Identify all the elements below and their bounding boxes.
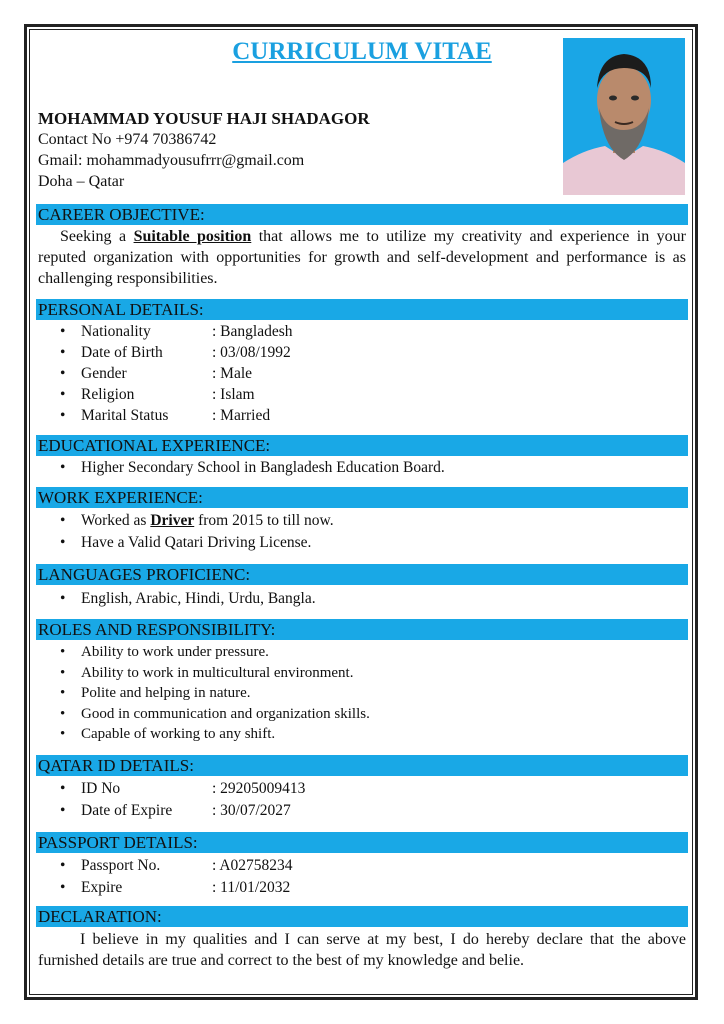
section-qatar-id: QATAR ID DETAILS: <box>36 755 688 776</box>
career-emphasis: Suitable position <box>133 228 252 245</box>
personal-details-list <box>38 321 293 426</box>
list-item: • Ability to work under pressure. <box>38 642 370 663</box>
job-title: Driver <box>150 512 195 529</box>
roles-list <box>38 642 370 745</box>
email-address: Gmail: mohammadyousufrrr@gmail.com <box>38 152 305 169</box>
section-roles: ROLES AND RESPONSIBILITY: <box>36 619 688 640</box>
contact-number: Contact No +974 70386742 <box>38 131 217 148</box>
list-item: • Nationality : Bangladesh <box>38 321 293 342</box>
list-item: • English, Arabic, Hindi, Urdu, Bangla. <box>38 588 316 609</box>
list-item: • Marital Status : Married <box>38 405 293 426</box>
work-experience-list <box>38 510 334 554</box>
list-item: • Good in communication and organization skills. <box>38 704 370 725</box>
section-personal-details: PERSONAL DETAILS: <box>36 299 688 320</box>
career-objective-text: Seeking a Suitable position that allows me to utilize my creativity and experience in your reputed organization with opportunities for growth and self-development and performance is as challenging responsibilities. <box>38 228 686 287</box>
document-title: CURRICULUM VITAE <box>232 38 492 65</box>
passport-list <box>38 855 293 899</box>
applicant-name: MOHAMMAD YOUSUF HAJI SHADAGOR <box>38 109 370 128</box>
section-career-objective: CAREER OBJECTIVE: <box>36 204 688 225</box>
list-item: • Worked as Driver from 2015 to till now. <box>38 510 334 532</box>
list-item: • Date of Birth : 03/08/1992 <box>38 342 293 363</box>
education-list <box>38 457 445 478</box>
list-item: • Religion : Islam <box>38 384 293 405</box>
profile-photo <box>563 38 685 195</box>
section-declaration: DECLARATION: <box>36 906 688 927</box>
location: Doha – Qatar <box>38 173 125 190</box>
section-education: EDUCATIONAL EXPERIENCE: <box>36 435 688 456</box>
declaration-text: I believe in my qualities and I can serve at my best, I do hereby declare that the above furnished details are true and correct to the best of my knowledge and belie. <box>38 931 686 969</box>
section-work-experience: WORK EXPERIENCE: <box>36 487 688 508</box>
languages-list <box>38 588 316 609</box>
section-languages: LANGUAGES PROFICIENC: <box>36 564 688 585</box>
list-item: • ID No : 29205009413 <box>38 778 305 800</box>
list-item: • Ability to work in multicultural environment. <box>38 663 370 684</box>
list-item: • Polite and helping in nature. <box>38 683 370 704</box>
list-item: • Date of Expire : 30/07/2027 <box>38 800 305 822</box>
contact-header <box>38 108 370 192</box>
list-item: • Gender : Male <box>38 363 293 384</box>
section-passport: PASSPORT DETAILS: <box>36 832 688 853</box>
person-portrait-icon <box>563 38 685 195</box>
list-item: • Higher Secondary School in Bangladesh Education Board. <box>38 457 445 478</box>
list-item: • Have a Valid Qatari Driving License. <box>38 532 334 554</box>
list-item: • Expire : 11/01/2032 <box>38 877 293 899</box>
qatar-id-list <box>38 778 305 822</box>
list-item: • Passport No. : A02758234 <box>38 855 293 877</box>
list-item: • Capable of working to any shift. <box>38 724 370 745</box>
